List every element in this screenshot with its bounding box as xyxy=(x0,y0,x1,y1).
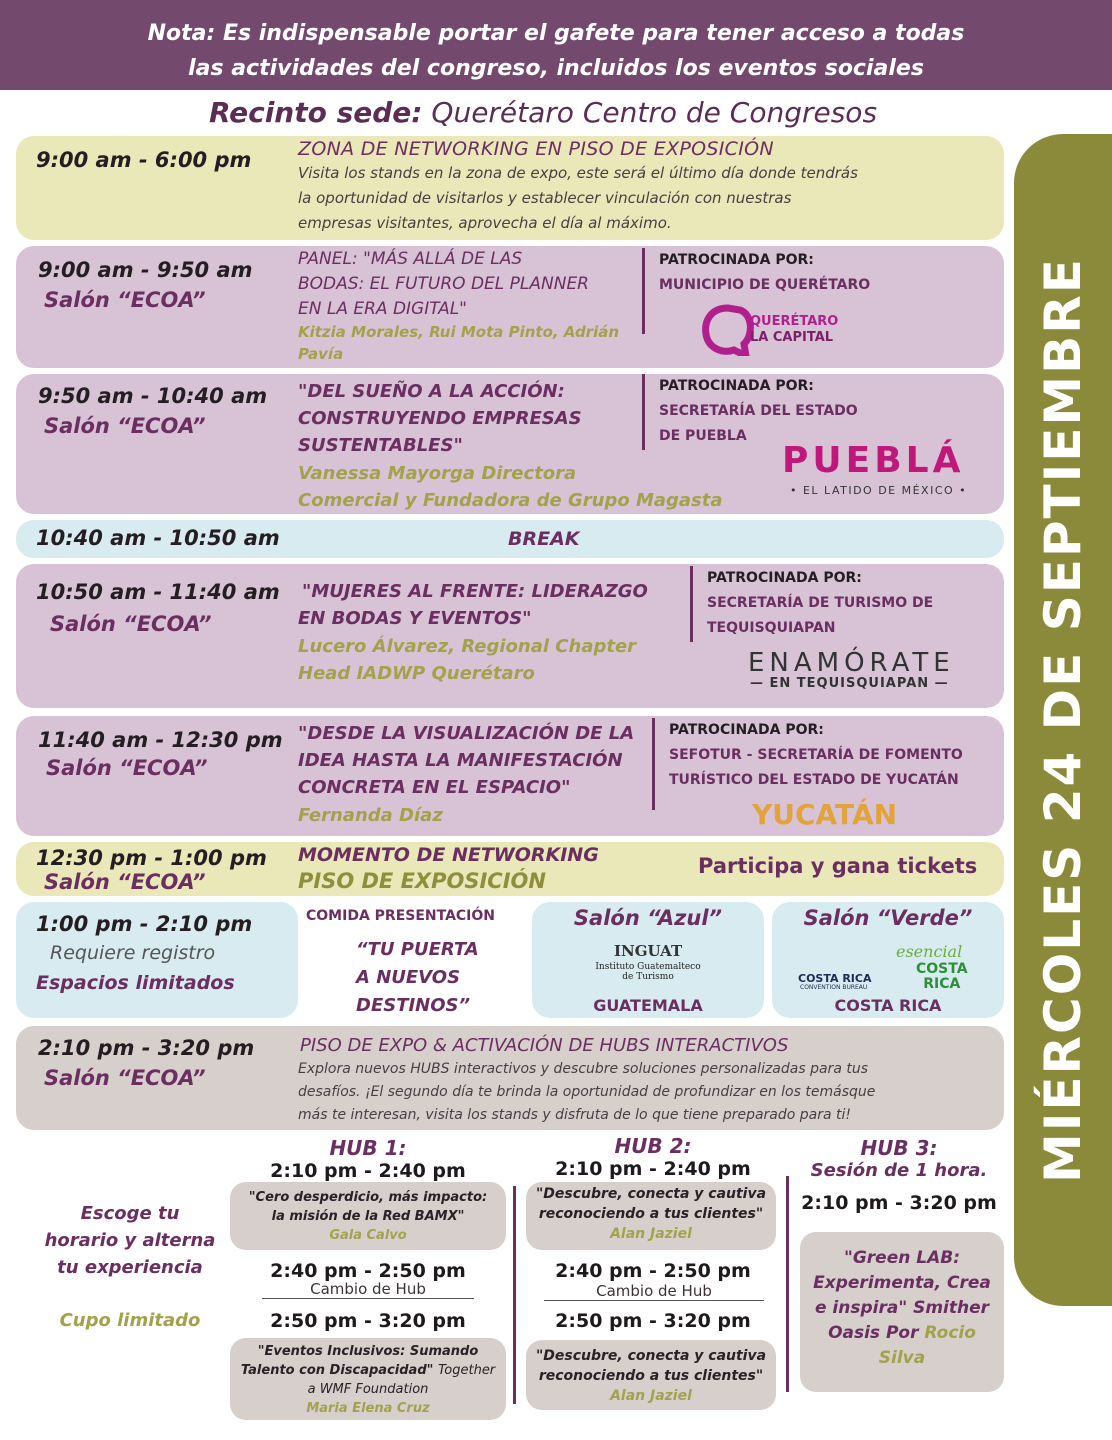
session-title-1: "Cero desperdicio, más impacto: xyxy=(248,1190,488,1205)
sponsor-block xyxy=(652,718,963,810)
hub-instructions-3: tu experiencia xyxy=(57,1257,203,1278)
session-speaker: Maria Elena Cruz xyxy=(306,1401,430,1416)
hub2-time-2: 2:40 pm - 2:50 pm xyxy=(555,1260,751,1282)
hub2-session-1[interactable] xyxy=(526,1182,776,1250)
esencial-rica: RICA xyxy=(923,976,961,992)
session-speaker: Alan Jaziel xyxy=(610,1388,692,1404)
hub2-time-1: 2:10 pm - 2:40 pm xyxy=(555,1158,751,1180)
event-title-3: EN LA ERA DIGITAL" xyxy=(298,299,467,319)
registration-note: Requiere registro xyxy=(50,942,216,964)
session-title-1: "Descubre, conecta y cautiva xyxy=(535,1186,767,1202)
sponsor-name-1: SECRETARÍA DE TURISMO DE xyxy=(707,595,934,611)
event-momento-networking xyxy=(16,842,1004,896)
esencial-costa-rica xyxy=(916,962,968,992)
salon-verde-card xyxy=(772,902,1004,1018)
venue-label: Recinto sede: xyxy=(208,96,423,129)
esencial-logo: esencial xyxy=(896,942,963,961)
session-title-2: la misión de la Red BAMX" xyxy=(271,1209,465,1224)
hub-instructions xyxy=(30,1200,230,1281)
sponsor-label: PATROCINADA POR: xyxy=(659,378,814,394)
comida-title-2: A NUEVOS xyxy=(356,967,461,988)
event-time: 11:40 am - 12:30 pm xyxy=(38,728,283,752)
event-speakers-1: Kitzia Morales, Rui Mota Pinto, Adrián xyxy=(298,323,620,341)
salon-azul-title: Salón “Azul” xyxy=(573,906,723,930)
sponsor-label: PATROCINADA POR: xyxy=(669,722,824,738)
comida-title-3: DESTINOS” xyxy=(356,995,471,1016)
event-time: 2:10 pm - 3:20 pm xyxy=(38,1036,255,1060)
session-line-3: e inspira" Smither xyxy=(814,1298,990,1318)
event-title: PISO DE EXPO & ACTIVACIÓN DE HUBS INTERACTIVOS xyxy=(300,1035,789,1056)
puebla-logo-tagline: • EL LATIDO DE MÉXICO • xyxy=(790,484,968,497)
session-speaker-1: Rocio xyxy=(924,1323,976,1343)
event-time: 9:00 am - 6:00 pm xyxy=(36,148,252,172)
event-desc-3: más te interesan, visita los stands y disfruta de lo que tiene preparado para ti! xyxy=(298,1107,852,1123)
session-org-2: a WMF Foundation xyxy=(307,1382,429,1397)
session-line-1: "Green LAB: xyxy=(843,1248,961,1268)
event-time: 10:40 am - 10:50 am xyxy=(36,526,280,550)
event-title-2: PISO DE EXPOSICIÓN xyxy=(298,869,546,893)
event-comida xyxy=(16,902,298,1018)
session-org-1: Together xyxy=(437,1363,496,1378)
event-room: Salón “ECOA” xyxy=(44,1066,206,1090)
side-date: MIÉRCOLES 24 DE SEPTIEMBRE xyxy=(1034,257,1092,1183)
event-break xyxy=(16,520,1004,558)
salon-azul-country: GUATEMALA xyxy=(593,996,703,1015)
event-room: Salón “ECOA” xyxy=(50,612,212,636)
cta-text: Participa y gana tickets xyxy=(698,854,978,878)
event-visualizacion xyxy=(16,716,1004,836)
sponsor-label: PATROCINADA POR: xyxy=(707,570,862,586)
sponsor-name-2: TURÍSTICO DEL ESTADO DE YUCATÁN xyxy=(669,772,959,788)
inguat-sub-2: de Turismo xyxy=(622,972,674,982)
hub2-time-3: 2:50 pm - 3:20 pm xyxy=(555,1310,751,1332)
enamorate-logo-tagline: — EN TEQUISQUIAPAN — xyxy=(750,676,949,691)
esencial-costa: COSTA xyxy=(916,961,968,977)
sponsor-block xyxy=(642,374,858,450)
event-title-1: "DESDE LA VISUALIZACIÓN DE LA xyxy=(298,723,635,744)
event-title: BREAK xyxy=(508,528,580,550)
session-title-2: reconociendo a tus clientes" xyxy=(538,1368,764,1384)
event-title-2: EN BODAS Y EVENTOS" xyxy=(298,608,532,629)
enamorate-logo: ENAMÓRATE xyxy=(748,648,955,678)
session-title-1: "Eventos Inclusivos: Sumando xyxy=(257,1344,479,1359)
event-desc-2: desafíos. ¡El segundo día te brinda la oportunidad de profundizar en los temásque xyxy=(298,1084,876,1100)
hub-limited: Cupo limitado xyxy=(59,1310,201,1331)
top-banner xyxy=(0,0,1112,90)
sponsor-block xyxy=(690,566,933,642)
hub2-session-2[interactable] xyxy=(526,1340,776,1410)
event-speakers-2: Comercial y Fundadora de Grupo Magasta xyxy=(298,490,723,511)
venue-heading xyxy=(0,96,1086,129)
banner-line-2: las actividades del congreso, incluidos los eventos sociales xyxy=(188,56,924,81)
event-hubs xyxy=(16,1026,1004,1130)
hub1-session-1[interactable] xyxy=(230,1182,506,1250)
yucatan-logo: YUCATÁN xyxy=(752,798,898,831)
hub1-time-2: 2:40 pm - 2:50 pm xyxy=(270,1260,466,1282)
event-speakers-2: Pavía xyxy=(298,345,344,363)
hub1-time-3: 2:50 pm - 3:20 pm xyxy=(270,1310,466,1332)
event-title: ZONA DE NETWORKING EN PISO DE EXPOSICIÓN xyxy=(298,138,774,160)
queretaro-logo-text xyxy=(750,314,838,346)
event-title-3: CONCRETA EN EL ESPACIO" xyxy=(298,777,571,798)
event-networking-zone xyxy=(16,136,1004,240)
event-title-1: "DEL SUEÑO A LA ACCIÓN: xyxy=(298,381,565,402)
logo-line-1: QUERÉTARO xyxy=(750,314,839,329)
session-line-2: Experimenta, Crea xyxy=(813,1273,991,1293)
costa-rica-cb-logo: COSTA RICA xyxy=(798,972,872,985)
event-title-1: MOMENTO DE NETWORKING xyxy=(298,844,599,866)
session-speaker: Alan Jaziel xyxy=(610,1226,692,1242)
event-desc-1: Visita los stands en la zona de expo, este será el último día donde tendrás xyxy=(298,164,858,182)
inguat-sub-1: Instituto Guatemalteco xyxy=(595,962,701,972)
salon-verde-country: COSTA RICA xyxy=(834,996,942,1015)
event-time: 12:30 pm - 1:00 pm xyxy=(36,846,267,870)
event-mujeres xyxy=(16,564,1004,708)
event-title-2: IDEA HASTA LA MANIFESTACIÓN xyxy=(298,750,623,771)
inguat-logo-sub xyxy=(532,962,764,982)
event-speakers-1: Lucero Álvarez, Regional Chapter xyxy=(298,636,637,657)
limited-note: Espacios limitados xyxy=(36,972,235,994)
sponsor-name-1: SEFOTUR - SECRETARÍA DE FOMENTO xyxy=(669,747,963,763)
banner-line-1: Nota: Es indispensable portar el gafete para tener acceso a todas xyxy=(147,21,965,46)
event-desc-2: la oportunidad de visitarlos y establecer vinculación con nuestras xyxy=(298,189,792,207)
session-title-2: Talento con Discapacidad" xyxy=(240,1363,434,1378)
session-title-2: reconociendo a tus clientes" xyxy=(538,1206,764,1222)
event-room: Salón “ECOA” xyxy=(44,870,206,894)
event-title-2: BODAS: EL FUTURO DEL PLANNER xyxy=(298,274,589,294)
hub3-title: HUB 3: xyxy=(860,1136,938,1160)
comida-label: COMIDA PRESENTACIÓN xyxy=(306,908,496,924)
event-title-1: "MUJERES AL FRENTE: LIDERAZGO xyxy=(302,581,648,602)
event-sueno xyxy=(16,374,1004,514)
event-time: 9:50 am - 10:40 am xyxy=(38,384,268,408)
session-line-4: Oasis Por xyxy=(828,1323,919,1343)
hub1-title: HUB 1: xyxy=(329,1136,407,1160)
event-title-3: SUSTENTABLES" xyxy=(298,435,463,456)
event-room: Salón “ECOA” xyxy=(46,756,208,780)
venue-name: Querétaro Centro de Congresos xyxy=(431,96,878,129)
costa-rica-cb-sub: CONVENTION BUREAU xyxy=(800,984,868,991)
event-time: 1:00 pm - 2:10 pm xyxy=(36,912,253,936)
hub2-title: HUB 2: xyxy=(614,1134,692,1158)
session-speaker-2: Silva xyxy=(878,1348,926,1368)
session-speaker: Gala Calvo xyxy=(329,1228,407,1243)
hub-instructions-2: horario y alterna xyxy=(44,1230,216,1251)
salon-azul-card xyxy=(532,902,764,1018)
comida-title-1: “TU PUERTA xyxy=(356,939,479,960)
event-desc-1: Explora nuevos HUBS interactivos y descubre soluciones personalizadas para tus xyxy=(298,1061,869,1077)
event-speakers-1: Fernanda Díaz xyxy=(298,805,443,826)
event-panel xyxy=(16,246,1004,368)
event-room: Salón “ECOA” xyxy=(44,288,206,312)
hub1-change: Cambio de Hub xyxy=(262,1280,474,1299)
hub1-session-2[interactable] xyxy=(230,1338,506,1420)
hub1-time-1: 2:10 pm - 2:40 pm xyxy=(270,1160,466,1182)
event-desc-3: empresas visitantes, aprovecha el día al máximo. xyxy=(298,214,672,232)
puebla-logo: PUEBLÁ xyxy=(782,440,965,481)
hub2-change: Cambio de Hub xyxy=(544,1282,764,1301)
sponsor-name-2: TEQUISQUIAPAN xyxy=(707,620,836,636)
event-title-1: PANEL: "MÁS ALLÁ DE LAS xyxy=(298,249,523,269)
event-speakers-2: Head IADWP Querétaro xyxy=(298,663,535,684)
sponsor-name-1: SECRETARÍA DEL ESTADO xyxy=(659,403,858,419)
sponsor-label: PATROCINADA POR: xyxy=(659,252,814,268)
inguat-logo: INGUAT xyxy=(614,942,683,960)
hub-divider-2 xyxy=(786,1176,789,1392)
sponsor-name-2: DE PUEBLA xyxy=(659,428,747,444)
event-time: 10:50 am - 11:40 am xyxy=(36,580,280,604)
salon-verde-title: Salón “Verde” xyxy=(803,906,973,930)
hub3-session[interactable] xyxy=(800,1232,1004,1392)
hub-divider-1 xyxy=(513,1186,516,1404)
session-title-1: "Descubre, conecta y cautiva xyxy=(535,1348,767,1364)
logo-line-2: LA CAPITAL xyxy=(750,330,834,345)
event-room: Salón “ECOA” xyxy=(44,414,206,438)
event-title-2: CONSTRUYENDO EMPRESAS xyxy=(298,408,582,429)
hub-instructions-1: Escoge tu xyxy=(80,1203,180,1224)
sponsor-name: MUNICIPIO DE QUERÉTARO xyxy=(659,277,871,293)
event-speakers-1: Vanessa Mayorga Directora xyxy=(298,463,577,484)
hub3-subtitle: Sesión de 1 hora. xyxy=(810,1160,988,1181)
hub3-time-1: 2:10 pm - 3:20 pm xyxy=(801,1192,997,1214)
comida-title xyxy=(356,936,479,1020)
event-time: 9:00 am - 9:50 am xyxy=(38,258,253,282)
